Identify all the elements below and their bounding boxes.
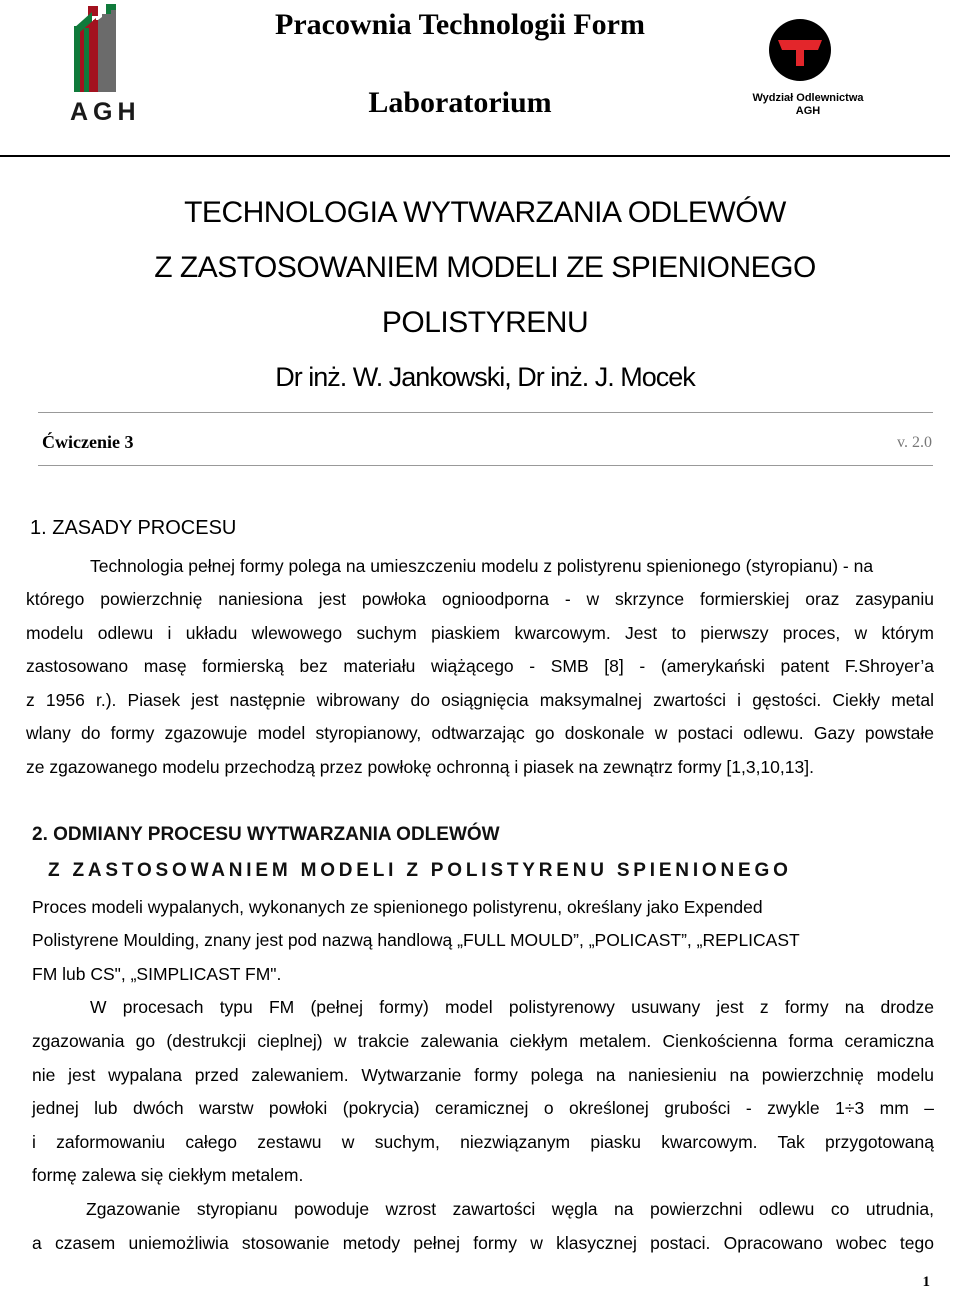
paragraph-line: nie jest wypalana przed zalewaniem. Wytwarzanie formy polega na naniesieniu na powierzchnię modelu [32,1065,934,1085]
agh-text: AGH [70,98,141,126]
section-1-heading: 1. ZASADY PROCESU [30,517,237,539]
paragraph-line: zastosowano masę formierską bez materiału wiążącego - SMB [8] - (amerykański patent F.Shroyer’a [26,656,934,676]
paragraph-line: FM lub CS", „SIMPLICAST FM". [32,964,282,984]
page-header [0,0,960,160]
foundry-faculty-logo-icon [768,14,832,86]
paragraph-line: modelu odlewu i układu wlewowego suchym piaskiem kwarcowym. Jest to pierwszy proces, w którym [26,623,934,643]
document-title-line-3: POLISTYRENU [381,306,589,339]
document-title-line-2: Z ZASTOSOWANIEM MODELI ZE SPIENIONEGO [154,251,816,284]
paragraph-line: Polistyrene Moulding, znany jest pod nazwą handlową „FULL MOULD”, „POLICAST”, „REPLICAST [32,930,800,950]
lab-subtitle: Laboratorium [368,86,552,119]
header-divider [0,155,950,157]
paragraph-line: z 1956 r.). Piasek jest następnie wibrowany do osiągnięcia maksymalnej zwartości i gęstości. Ciekły metal [26,690,934,710]
version-label: v. 2.0 [897,434,932,451]
document-title-line-1: TECHNOLOGIA WYTWARZANIA ODLEWÓW [184,196,786,229]
paragraph-line: zgazowania go (destrukcji cieplnej) w trakcie zalewania ciekłym metalem. Cienkościenna forma ceramiczna [32,1031,934,1051]
paragraph-line: ze zgazowanego modelu przechodzą przez powłokę ochronną i piasek na zewnątrz formy [1,3,10,13]. [26,757,814,777]
paragraph-line: jednej lub dwóch warstw powłoki (pokrycia) ceramicznej o określonej grubości - zwykle 1÷3 mm – [32,1098,934,1118]
paragraph-line: Technologia pełnej formy polega na umieszczeniu modelu z polistyrenu spienionego (styropianu) - na [90,556,874,576]
paragraph-line: wlany do formy zgazowuje model styropianowy, odtwarzając go doskonale w postaci odlewu. Gazy powstałe [26,723,934,743]
paragraph-line: Proces modeli wypalanych, wykonanych ze spienionego polistyrenu, określany jako Expended [32,897,763,917]
paragraph-line: którego powierzchnię naniesiona jest powłoka ognioodporna - w skrzynce formierskiej oraz zasypaniu [26,589,934,609]
section-2-subheading: Z ZASTOSOWANIEM MODELI Z POLISTYRENU SPIENIONEGO [48,860,792,881]
authors: Dr inż. W. Jankowski, Dr inż. J. Mocek [275,362,695,392]
faculty-name: Wydział Odlewnictwa [752,92,864,104]
faculty-university: AGH [795,105,821,117]
divider [38,465,933,466]
paragraph-line: a czasem uniemożliwia stosowanie metody pełnej formy w klasycznej postaci. Opracowano wobec tego [32,1233,934,1253]
paragraph-line: i zaformowaniu całego zestawu w suchym, niezwiązanym piasku kwarcowym. Tak przygotowaną [32,1132,934,1152]
section-2-heading: 2. ODMIANY PROCESU WYTWARZANIA ODLEWÓW [32,824,500,845]
paragraph-line: Zgazowanie styropianu powoduje wzrost zawartości węgla na powierzchni odlewu co utrudnia, [86,1199,934,1219]
exercise-label: Ćwiczenie 3 [42,432,134,452]
paragraph-line: W procesach typu FM (pełnej formy) model polistyrenowy usuwany jest z formy na drodze [90,997,934,1017]
divider [38,412,933,413]
paragraph-line: formę zalewa się ciekłym metalem. [32,1165,304,1185]
page-number: 1 [922,1274,930,1290]
lab-name: Pracownia Technologii Form [275,8,645,41]
